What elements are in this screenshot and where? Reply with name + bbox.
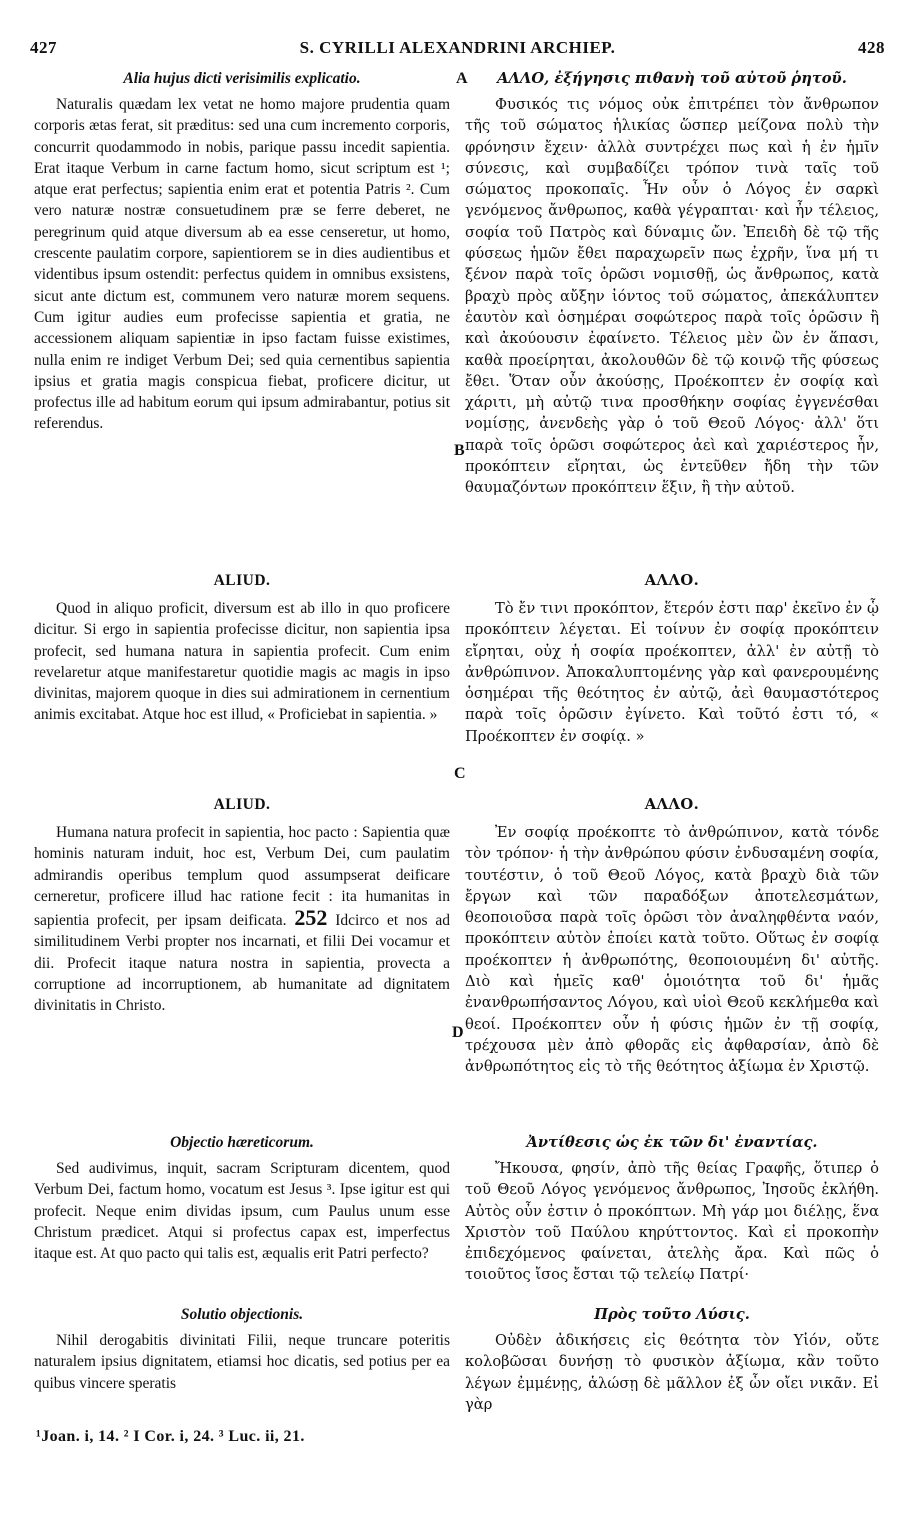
greek-section-heading: ΑΛΛΟ. xyxy=(644,572,700,589)
latin-section-heading: ALIUD. xyxy=(213,796,271,813)
latin-section-title: Alia hujus dicti verisimilis explicatio. xyxy=(123,70,361,87)
latin-paragraph: Quod in aliquo proficit, diversum est ab illo in quo proficere dicitur. Si ergo in sapientia profecisse dicitur, non sapientia ipsa profecit, sed humana natura in sapientia profecit. Cum enim revelaretur atque manifestaretur quotidie magis ac magis in ipso divinitas, majorem quoque in dies sui admirationem in cernentium animis excitabat. Atque hoc est illud, « Proficiebat in sapientia. » xyxy=(34,600,450,724)
latin-paragraph: Naturalis quædam lex vetat ne homo majore prudentia quam corporis ætas ferat, sit præditus: sed una cum incremento corporis, concurrit quodammodo in nobis, parique passu incedit sapientia. Erat itaque Verbum in carne factum homo, sicut scriptum est ¹; atque erat perfectus; sapientia enim erat et potentia Patris ². Cum vero naturæ nostræ consuetudinem præ se ferre deberet, ne peregrinum quid atque diversum ab ea esse censeretur, ut homo, crescente paulatim corpore, sapientiorem se in dies audientibus et videntibus ipsum ostendit: perfectus quidem in omnibus exsistens, sicut ante dictum est, communem vero naturæ morem sequens. Cum igitur audies eum profecisse sapientia et gratia, ne accessionem aliquam sapientiæ in ipso factam fuisse existimes, nulla enim re indiget Verbum Dei; sed quia cernentibus sapientia ipsius et gratia magis conspicua fiebat, proficere dicitur, ut profectus ille ad habitum eorum qui ipsum admirabantur, potius sit referendus. xyxy=(34,96,450,433)
greek-section-title: Ἀντίθεσις ὡς ἐκ τῶν δι' ἐναντίας. xyxy=(526,1134,818,1151)
margin-letter-a: A xyxy=(456,70,468,87)
greek-paragraph: Οὐδὲν ἀδικήσεις εἰς θεότητα τὸν Υἱόν, οὔτε κολοβῶσαι δυνήσῃ τὸ φυσικὸν ἀξίωμα, κἂν τοῦτο λέγων ἐμμένῃς, ἁλώσῃ δὲ μᾶλλον ἐξ ὧν οἴει νικᾶν. Εἰ γὰρ xyxy=(465,1332,879,1413)
greek-section-title: Πρὸς τοῦτο Λύσις. xyxy=(594,1306,750,1323)
page-number-right: 428 xyxy=(858,38,885,57)
latin-section-title: Objectio hæreticorum. xyxy=(170,1134,314,1151)
latin-section-heading: ALIUD. xyxy=(213,572,271,589)
latin-paragraph xyxy=(34,822,450,1017)
page-header xyxy=(30,38,885,60)
margin-letter-b: B xyxy=(454,442,465,459)
margin-letter-c: C xyxy=(454,765,466,782)
latin-section-title: Solutio objectionis. xyxy=(180,1306,304,1323)
greek-paragraph: Ἐν σοφίᾳ προέκοπτε τὸ ἀνθρώπινον, κατὰ τόνδε τὸν τρόπον· ἡ τὴν ἀνθρώπου φύσιν ἐνδυσαμένη σοφία, τουτέστιν, ὁ τοῦ Θεοῦ Λόγος, κατὰ βραχὺ διὰ τῶν ἔργων καὶ τῶν παραδόξων ἀποτελεσμάτων, θεοποιοῦσα παρὰ τοῖς ὁρῶσι τὸν ἀναληφθέντα ναόν, προκόπτειν αὐτὸν ἐποίει κατὰ τοῦτο. Οὕτως ἐν σοφίᾳ προέκοπτεν ἡ ἀνθρωπότης, θεοποιουμένη δι' αὐτῆς. Διὸ καὶ ἡμεῖς καθ' ὁμοιότητα τοῦ δι' ἡμᾶς ἐνανθρωπήσαντος Λόγου, καὶ υἱοὶ Θεοῦ κεκλήμεθα καὶ θεοί. Προέκοπτεν οὖν ἡ φύσις ἡμῶν ἐν τῇ σοφίᾳ, τρέχουσα μὲν ἀπὸ φθορᾶς εἰς ἀφθαρσίαν, ἀπὸ δὲ ἀνθρωπότητος εἰς τὸ τῆς θεότητος ἀξίωμα ἐν Χριστῷ. xyxy=(465,824,879,1076)
greek-paragraph: Ἤκουσα, φησίν, ἀπὸ τῆς θείας Γραφῆς, ὅτιπερ ὁ τοῦ Θεοῦ Λόγος γενόμενος ἄνθρωπος, Ἰησοῦς ἐκλήθη. Αὐτὸς οὖν ἐστιν ὁ προκόπτων. Μὴ γάρ μοι διέλῃς, ἕνα Χριστὸν τοῦ Παύλου κηρύττοντος. Καὶ εἰ προκοπὴν ἐπιδεχόμενος φαίνεται, ἀτελὴς ἄρα. Καὶ πῶς ὁ τοιοῦτος ἴσος ἔσται τῷ τελείῳ Πατρί· xyxy=(465,1160,879,1284)
latin-paragraph: Sed audivimus, inquit, sacram Scripturam dicentem, quod Verbum Dei, factum homo, vocatum est Jesus ³. Ipse igitur est qui profecit. Neque enim dividas ipsum, cum Paulus unum esse Christum prædicet. Atqui si profectus capax est, imperfectus itaque est. At quo pacto qui talis est, æqualis erit Patri perfecto? xyxy=(34,1160,450,1263)
greek-paragraph: Τὸ ἔν τινι προκόπτον, ἕτερόν ἐστι παρ' ἐκεῖνο ἐν ᾧ προκόπτειν λέγεται. Εἰ τοίνυν ἐν σοφίᾳ προκόπτειν εἴρηται, οὐχ ἡ σοφία προέκοπτεν, ἀλλ' ἐν αὐτῇ τὸ ἀνθρώπινον. Ἀποκαλυπτομένης γὰρ καὶ φανερουμένης ὁσημέραι τῆς θεότητος ἐν αὐτῷ, ἀεὶ θαυμαστότερος παρὰ τοῖς ὁρῶσιν ἐγίνετο. Καὶ τοῦτό ἐστι τό, « Προέκοπτεν ἐν σοφίᾳ. » xyxy=(465,600,879,745)
latin-paragraph: Nihil derogabitis divinitati Filii, neque truncare poteritis naturalem ipsius dignitatem, etiamsi hoc dicatis, sed potius per ea quibus vincere speratis xyxy=(34,1332,450,1392)
page-number-left: 427 xyxy=(30,38,57,57)
greek-section-heading: ΑΛΛΟ. xyxy=(644,796,700,813)
original-page-number: 252 xyxy=(294,905,328,931)
margin-letter-d: D xyxy=(452,1024,464,1041)
footnotes: ¹Joan. i, 14. ² I Cor. i, 24. ³ Luc. ii, 21. xyxy=(36,1428,305,1445)
running-title: S. CYRILLI ALEXANDRINI ARCHIEP. xyxy=(299,38,616,57)
latin-text-part: Humana natura profecit in sapientia, hoc pacto : Sapientia quæ hominis naturam induit, hoc est, Verbum Dei, cum paulatim admirandis operibus templum quod assumpserat deificare cerneretur, proficere illud hac ratione fecit : ita humanitas in sapientia profecit, per ipsam deificata. xyxy=(34,824,450,930)
latin-text-part: Idcirco et nos ad similitudinem Verbi propter nos incarnati, et filii Dei vocamur et dii. Profecit itaque natura nostra in sapientia, provecta a corruptione ad incorruptionem, ab humanitate ad dignitatem divinitatis in Christo. xyxy=(34,912,450,1015)
greek-paragraph: Φυσικός τις νόμος οὐκ ἐπιτρέπει τὸν ἄνθρωπον τῆς τοῦ σώματος ἡλικίας ὥσπερ μείζονα πολὺ τὴν φρόνησιν ἔχειν· ἀλλὰ συντρέχει πως καὶ ἡ ἐν ἡμῖν σύνεσις, καὶ συμβαδίζει τρόπον τινὰ ταῖς τοῦ σώματος προκοπαῖς. Ἦν οὖν ὁ Λόγος ἐν σαρκὶ γενόμενος ἄνθρωπος, καθὰ γέγραπται· καὶ ἦν τέλειος, σοφία τοῦ Πατρὸς καὶ δύναμις ὤν. Ἐπειδὴ δὲ τῷ τῆς φύσεως ἡμῶν ἔθει παραχωρεῖν πως ἐχρῆν, ἵνα μή τι ξένον παρὰ τοῖς ὁρῶσι νομισθῇ, ὡς ἄνθρωπος, κατὰ βραχὺ πρὸς αὔξην ἰόντος τοῦ σώματος, ἀπεκάλυπτεν ἑαυτὸν καὶ ὁσημέραι σοφώτερος παρὰ τοῖς ὁρῶσιν ἢ καὶ ἀκούουσιν ἐφαίνετο. Τέλειος μὲν ὢν ἐν ἅπασι, καθὰ προείρηται, ἀκολουθῶν δὲ τῷ κοινῷ τῆς φύσεως ἔθει. Ὅταν οὖν ἀκούσῃς, Προέκοπτεν ἐν σοφίᾳ καὶ χάριτι, μὴ αὐτῷ τινα προσθήκην σοφίας ἐγγενέσθαι νομίσῃς, ἀνενδεὴς γὰρ ὁ τοῦ Θεοῦ Λόγος· ἀλλ' ὅτι παρὰ τοῖς ὁρῶσι σοφώτερος ἀεὶ καὶ χαριέστερος ἦν, προκόπτειν εἴρηται, ὡς ἐντεῦθεν ἤδη τὴν τῶν θαυμαζόντων προκόπτειν ἕξιν, ἢ τὴν αὐτοῦ. xyxy=(465,96,879,497)
greek-section-title: ΑΛΛΟ, ἐξήγησις πιθανὴ τοῦ αὐτοῦ ῥητοῦ. xyxy=(497,70,847,87)
